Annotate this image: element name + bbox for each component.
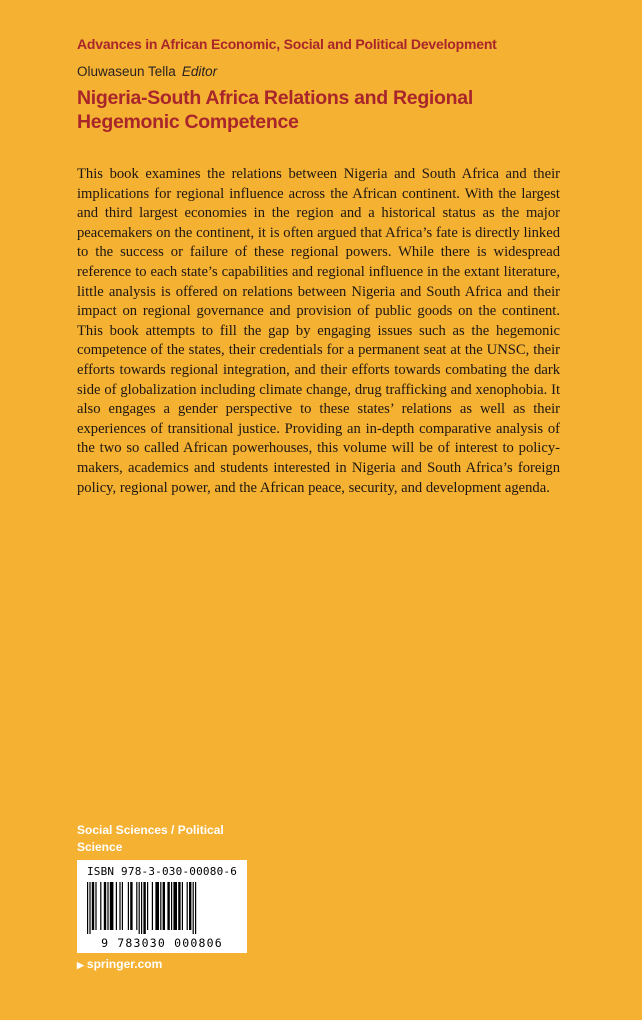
barcode-bar	[163, 882, 165, 930]
barcode-bar	[193, 882, 194, 934]
barcode-bar	[92, 882, 94, 930]
barcode-bar	[167, 882, 169, 930]
barcode-bar	[171, 882, 172, 930]
barcode-bar	[147, 882, 148, 930]
barcode-bar	[122, 882, 123, 930]
barcode-bar	[187, 882, 188, 930]
barcode-bar	[95, 882, 96, 930]
barcode-bar	[110, 882, 114, 930]
barcode-bar	[173, 882, 177, 930]
barcode-bar	[100, 882, 101, 930]
editor-role: Editor	[181, 64, 218, 79]
editor-name: Oluwaseun Tella	[77, 64, 176, 79]
barcode-bar	[143, 882, 145, 934]
barcode-bar	[119, 882, 120, 930]
book-blurb: This book examines the relations between Nigeria and South Africa and their implications for regional influence across the African continent. With the largest and third largest economies in the region and a historical status as the major peacemakers on the continent, it is often argued that Africa’s fate is directly linked to the success or failure of these regional powers. While there is widespread reference to each state’s capabilities and regional influence in the extant literature, little analysis is offered on relations between Nigeria and South Africa and their impact on regional governance and provision of public goods on the continent. This book attempts to fill the gap by engaging issues such as the hegemonic competence of the states, their credentials for a permanent seat at the UNSC, their efforts towards regional integration, and their efforts towards combating the dark side of globalization including climate change, drug trafficking and xenophobia. It also engages a gender perspective to these states’ relations as well as their experiences of transitional justice. Providing an in-depth comparative analysis of the two so called African powerhouses, this volume will be of interest to policy-makers, academics and students interested in Nigeria and South Africa’s foreign policy, regional power, and the African peace, security, and development agenda.	[77, 166, 560, 496]
barcode-bar	[130, 882, 132, 930]
barcode-bar	[128, 882, 129, 930]
barcode-number: 9 783030 000806	[101, 936, 223, 950]
barcode-bar	[107, 882, 108, 930]
barcode-bar	[136, 882, 137, 930]
barcode-bars	[87, 882, 237, 934]
barcode-bar	[116, 882, 117, 930]
barcode-bar	[139, 882, 140, 934]
barcode-bar	[182, 882, 183, 930]
barcode-bar	[195, 882, 196, 934]
isbn-label: ISBN 978-3-030-00080-6	[86, 865, 238, 878]
isbn-barcode	[77, 860, 247, 953]
website-label: springer.com	[86, 957, 163, 971]
barcode-bar	[189, 882, 191, 930]
barcode-bar	[152, 882, 153, 930]
publisher-website[interactable]	[77, 957, 162, 971]
barcode-bar	[89, 882, 90, 934]
editor-line	[77, 64, 217, 79]
series-title: Advances in African Economic, Social and Political Development	[77, 36, 497, 52]
book-title: Nigeria-South Africa Relations and Regional Hegemonic Competence	[77, 87, 473, 133]
barcode-bar	[155, 882, 159, 930]
barcode-bar	[160, 882, 161, 930]
subject-category: Social Sciences / Political Science	[77, 823, 224, 854]
barcode-bar	[87, 882, 88, 934]
right-triangle-icon: ▶	[77, 960, 84, 970]
barcode-bar	[141, 882, 142, 934]
barcode-bar	[178, 882, 180, 930]
barcode-bar	[104, 882, 106, 930]
